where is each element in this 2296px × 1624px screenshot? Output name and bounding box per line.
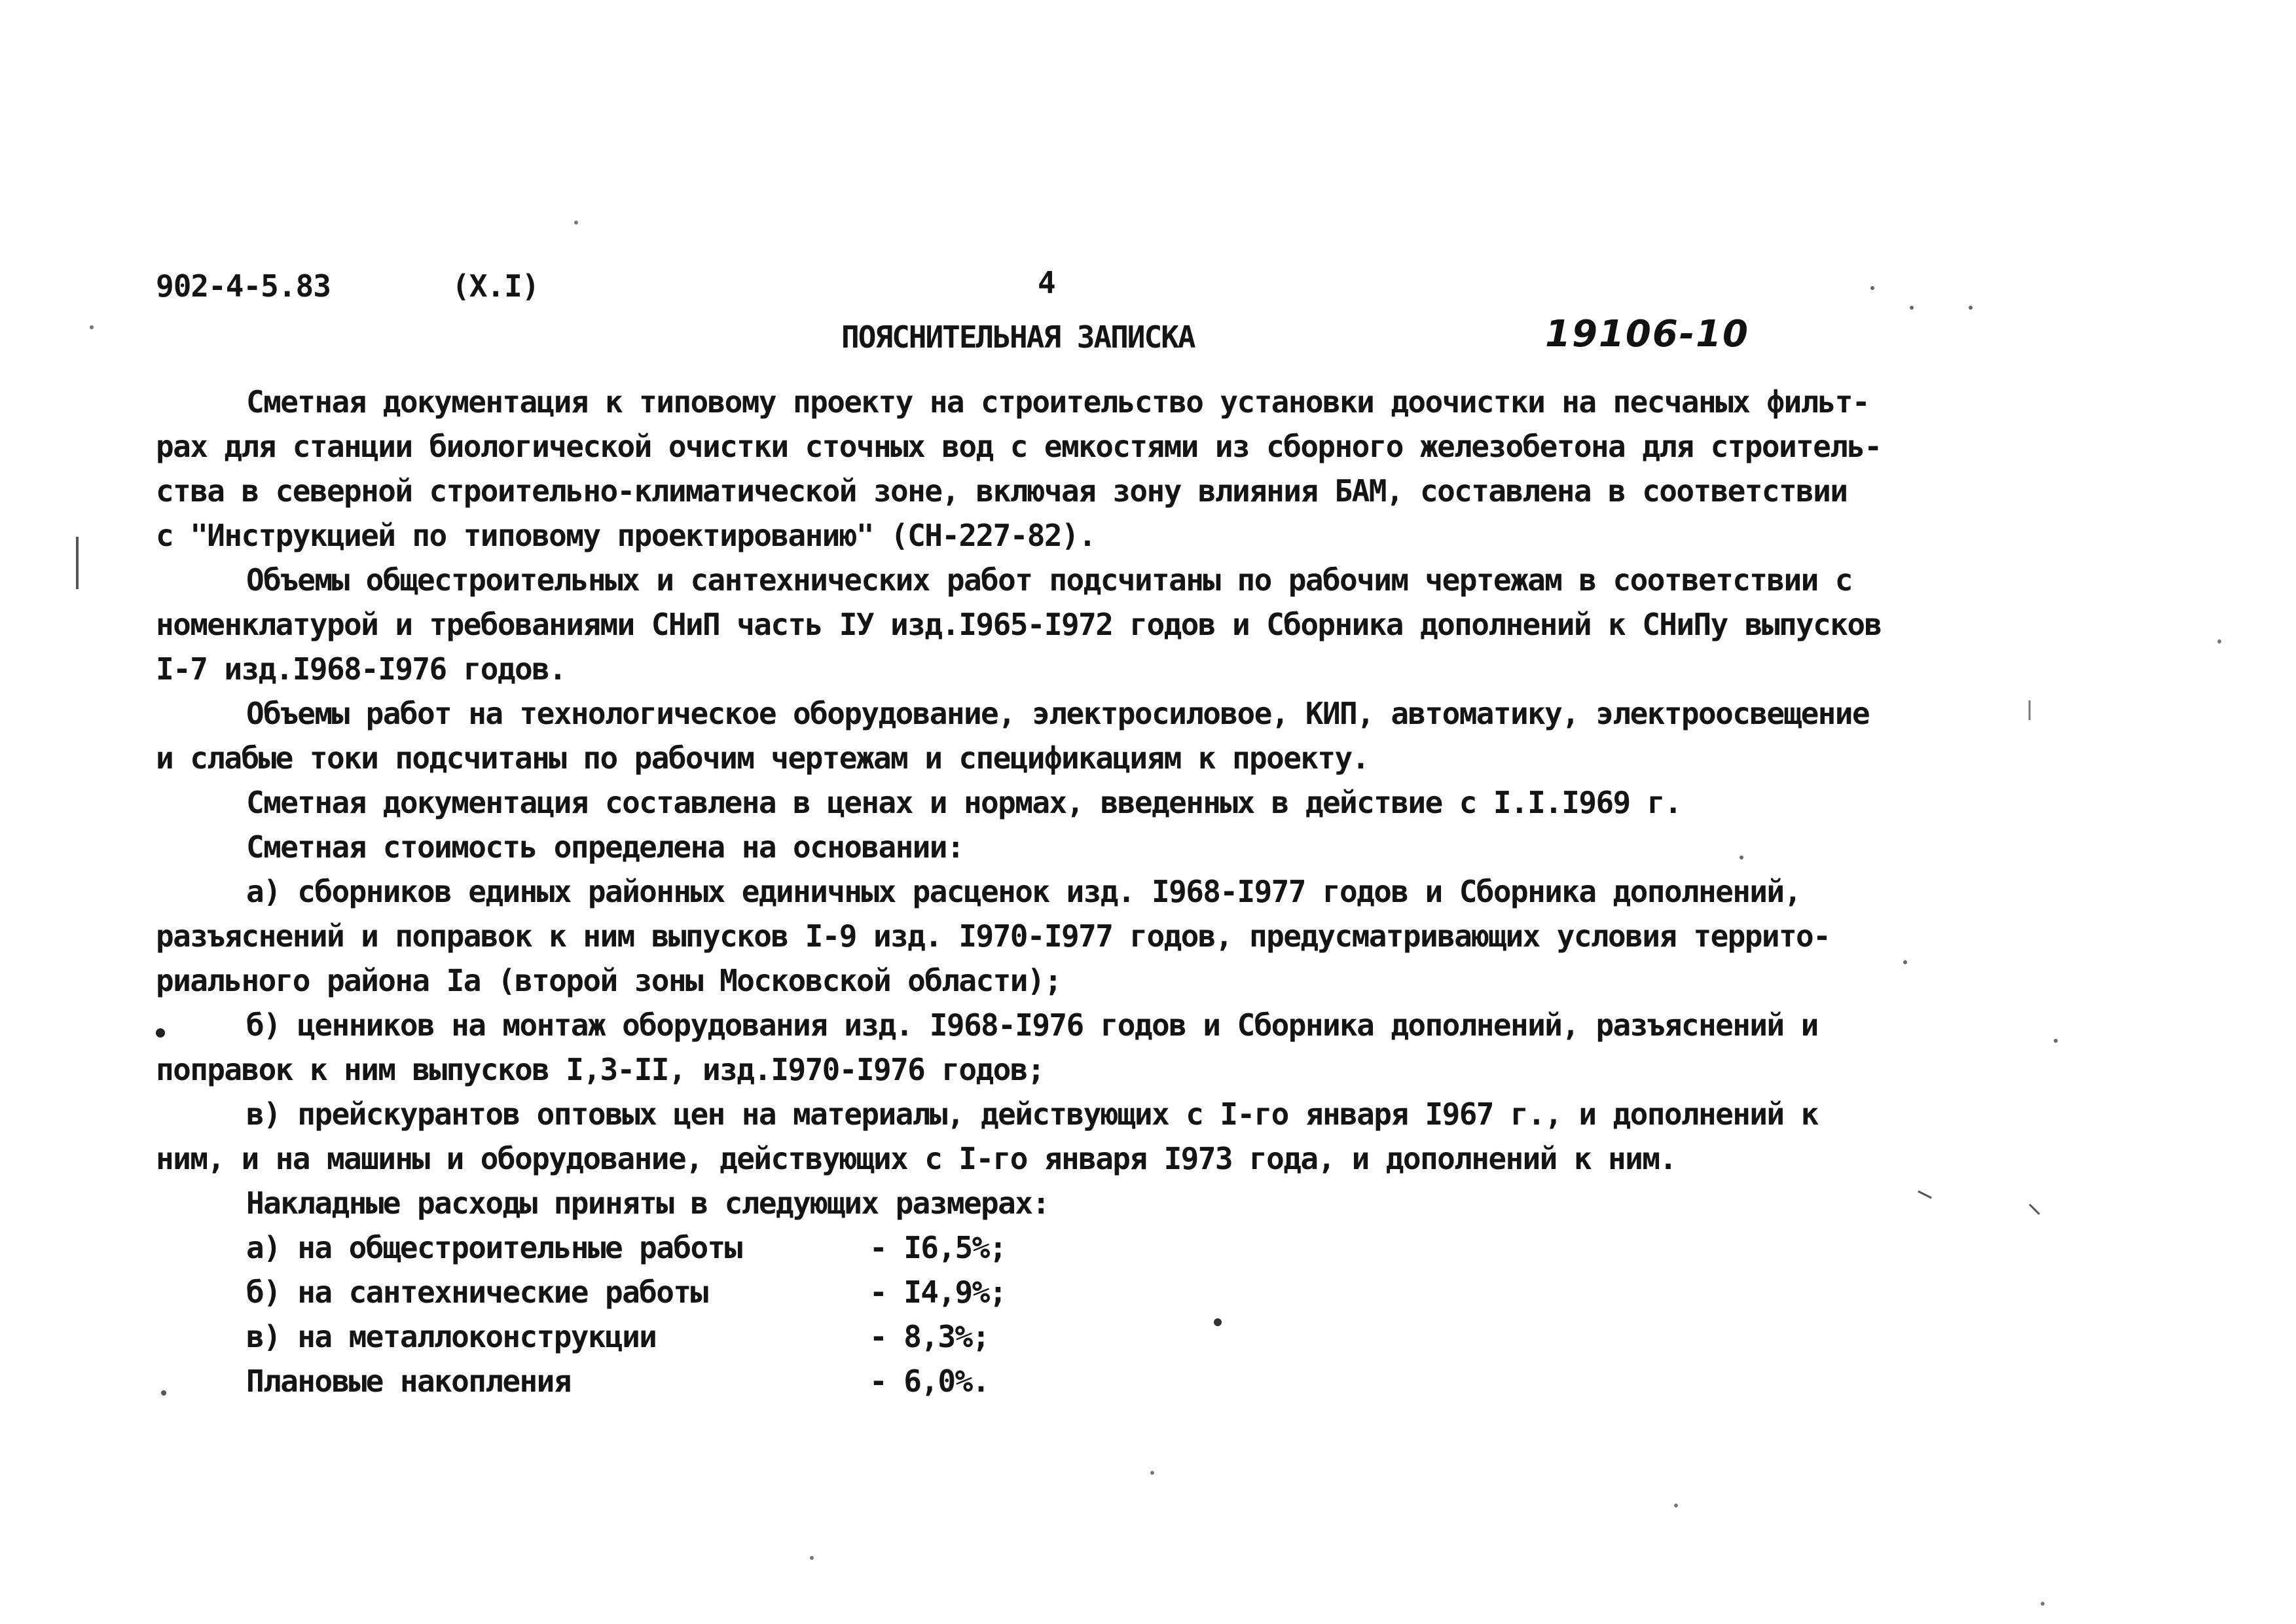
text-line: разъяснений и поправок к ним выпусков I-9 изд. I970-I977 годов, предусматривающих условия террито- <box>156 918 1831 954</box>
text-line: и слабые токи подсчитаны по рабочим чертежам и спецификациям к проекту. <box>156 740 1369 776</box>
paragraph <box>156 780 2172 825</box>
text-line: Сметная документация составлена в ценах и нормах, введенных в действие с I.I.I969 г. <box>246 785 1681 820</box>
overhead-row <box>156 1225 2172 1270</box>
overhead-label: б) на сантехнические работы <box>246 1274 708 1310</box>
page-number: 4 <box>1038 265 1055 300</box>
document-number: 902-4-5.83 <box>156 268 331 304</box>
paragraph <box>156 691 2172 780</box>
overhead-value: - I6,5%; <box>869 1230 1006 1265</box>
overhead-row <box>156 1270 2172 1314</box>
text-line: риального района Iа (второй зоны Московской области); <box>156 963 1062 998</box>
paragraph <box>156 1003 2172 1092</box>
text-line: с "Инструкцией по типовому проектированию" (СН-227-82). <box>156 518 1096 553</box>
paragraph <box>156 558 2172 691</box>
overhead-value: - I4,9%; <box>869 1274 1006 1310</box>
text-line: номенклатурой и требованиями СНиП часть IУ изд.I965-I972 годов и Сборника дополнений к СНиПу выпусков <box>156 607 1882 642</box>
paragraph <box>156 1181 2172 1225</box>
text-line: рах для станции биологической очистки сточных вод с емкостями из сборного железобетона для строитель- <box>156 429 1882 464</box>
paragraph <box>156 825 2172 869</box>
overhead-row <box>156 1359 2172 1403</box>
page-title: ПОЯСНИТЕЛЬНАЯ ЗАПИСКА <box>841 319 1195 355</box>
text-line: ства в северной строительно-климатической зоне, включая зону влияния БАМ, составлена в соответствии <box>156 473 1848 509</box>
text-line: Объемы работ на технологическое оборудование, электросиловое, КИП, автоматику, электроосвещение <box>246 696 1869 731</box>
text-line: I-7 изд.I968-I976 годов. <box>156 651 566 687</box>
text-line: Сметная документация к типовому проекту на строительство установки доочистки на песчаных фильт- <box>246 384 1869 420</box>
text-line: ним, и на машины и оборудование, действующих с I-го января I973 года, и дополнений к ним. <box>156 1141 1677 1176</box>
handwritten-code: 19106-10 <box>1545 313 1749 355</box>
overhead-label: Плановые накопления <box>246 1363 571 1399</box>
overheads-list <box>156 1225 2172 1403</box>
text-line: б) ценников на монтаж оборудования изд. I968-I976 годов и Сборника дополнений, разъяснений и <box>246 1007 1818 1043</box>
overhead-label: в) на металлоконструкции <box>246 1319 657 1354</box>
text-line: в) прейскурантов оптовых цен на материалы, действующих с I-го января I967 г., и дополнений к <box>246 1096 1818 1132</box>
document-body <box>156 380 2172 1403</box>
overhead-row <box>156 1314 2172 1359</box>
overhead-value: - 8,3%; <box>869 1319 989 1354</box>
paragraph <box>156 1092 2172 1181</box>
overhead-value: - 6,0%. <box>869 1363 989 1399</box>
text-line: а) сборников единых районных единичных расценок изд. I968-I977 годов и Сборника дополнений, <box>246 874 1801 909</box>
section-code: (X.I) <box>452 268 539 304</box>
text-line: Объемы общестроительных и сантехнических работ подсчитаны по рабочим чертежам в соответствии с <box>246 562 1852 598</box>
paragraph <box>156 380 2172 558</box>
text-line: Сметная стоимость определена на основании: <box>246 829 964 865</box>
paragraph <box>156 869 2172 1003</box>
text-line: поправок к ним выпусков I,3-II, изд.I970-I976 годов; <box>156 1052 1044 1087</box>
overhead-label: а) на общестроительные работы <box>246 1230 742 1265</box>
text-line: Накладные расходы приняты в следующих размерах: <box>246 1185 1049 1221</box>
